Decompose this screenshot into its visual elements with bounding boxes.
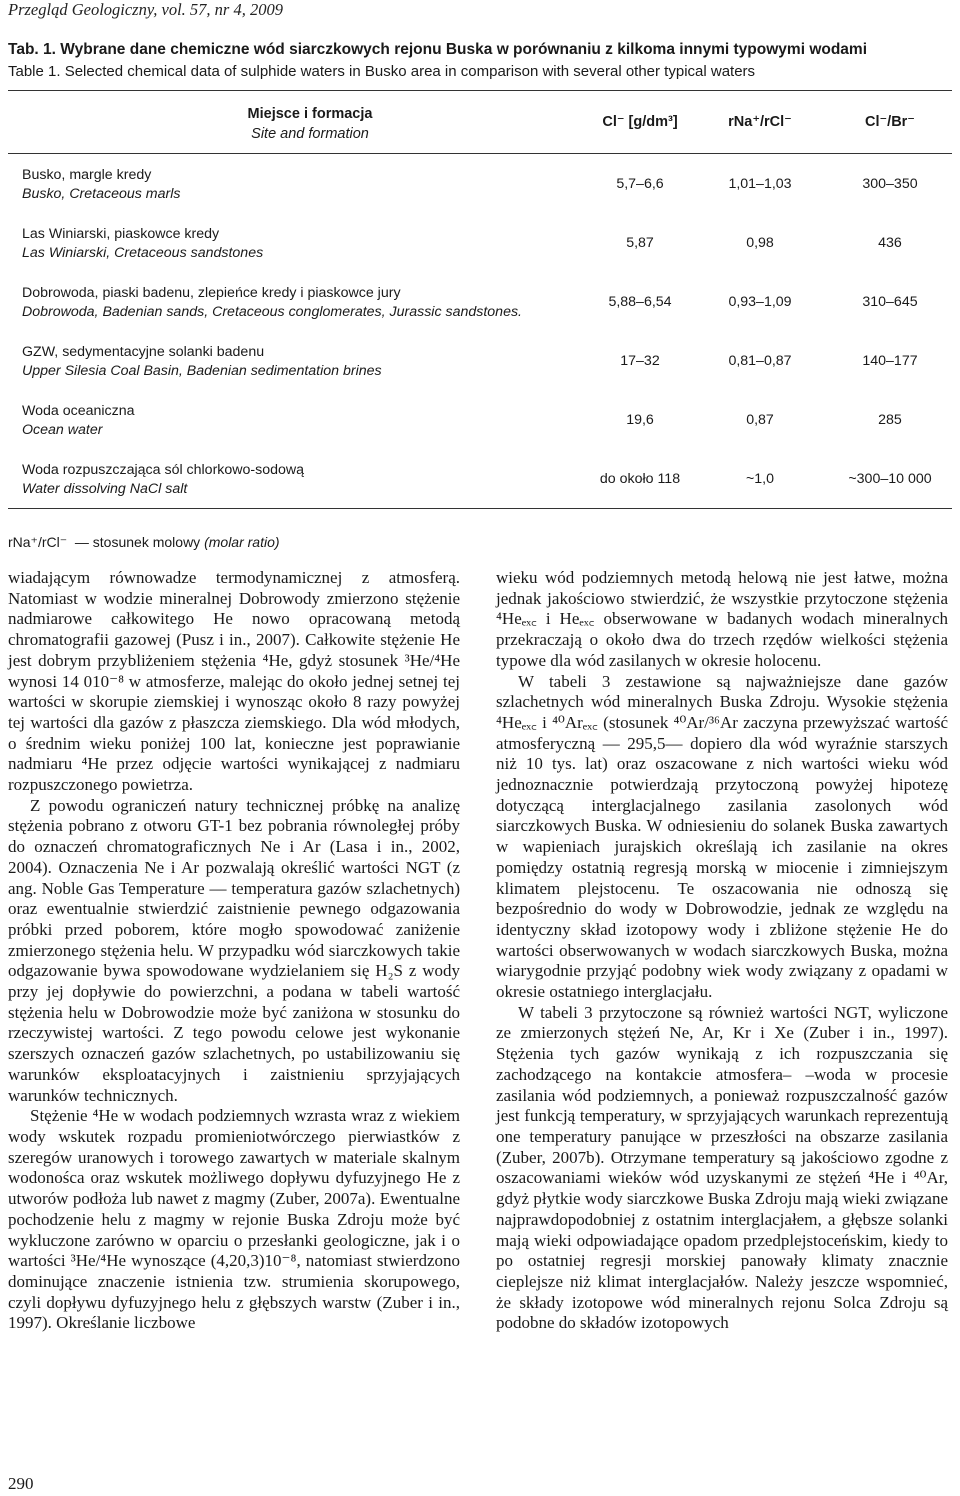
header-site-en: Site and formation (251, 126, 369, 142)
table-row (22, 461, 304, 499)
table-row (22, 284, 522, 322)
footnote-symbol: rNa⁺/rCl⁻ (8, 534, 68, 550)
row-site-en: Upper Silesia Coal Basin, Badenian sedimentation brines (22, 363, 382, 379)
table-bottom-rule (8, 508, 952, 509)
body-column-right (496, 568, 948, 1334)
table-row (22, 343, 382, 381)
cell-cl: 5,87 (626, 235, 654, 251)
cell-ratio: 0,81–0,87 (728, 353, 792, 369)
table-header-rule (8, 153, 952, 154)
paragraph: W tabeli 3 przytoczone są również wartości NGT, wyliczone ze zmierzonych stężeń Ne, Ar, Kr i Xe (Zuber i in., 1997). Stężenia tych gazów wynikają z ich rozpuszczania się zachodzącego na kontakcie atmosfera– –woda w procesie zasilania wód podziemnych, a ponieważ rozpuszczalność gazów jest funkcją temperatury, w sprzyjających warunkach reprezentują one temperatury panujące w przeszłości na obszarze zasilania (Zuber, 2007b). Otrzymane temperatury są jakościowo zgodne z oszacowaniami wieków wód uzyskanymi ze stężeń ⁴He i ⁴⁰Ar, gdyż płytkie wody siarczkowe Buska Zdroju mają wieki związane najprawdopodobniej z ostatnim interglacjałem, a głębsze solanki mają wieki odpowiadające opadom przedplejstoceńskim, kiedy to po ostatniej regresji morskiej panowały klimaty znacznie cieplejsze niż klimat interglacjałów. Należy jeszcze wspomnieć, że składy izotopowe wód mineralnych rejonu Solca Zdroju są podobne do składów izotopowych (496, 1002, 948, 1333)
cell-clbr: ~300–10 000 (848, 471, 932, 487)
table-row (22, 225, 263, 263)
row-site-en: Water dissolving NaCl salt (22, 481, 188, 497)
row-site-pl: GZW, sedymentacyjne solanki badenu (22, 344, 265, 360)
row-site-pl: Woda oceaniczna (22, 403, 135, 419)
cell-cl: 5,7–6,6 (616, 176, 664, 192)
header-site-pl: Miejsce i formacja (247, 106, 373, 122)
paragraph: W tabeli 3 zestawione są najważniejsze dane gazów szlachetnych wód mineralnych Buska Zdroju. Wysokie stężenia ⁴Heₑₓ꜀ i ⁴⁰Arₑₓ꜀ (stosunek ⁴⁰Ar/³⁶Ar zaczyna przewyższać wartość atmosferyczną — 295,5— dopiero dla wód wyraźnie starszych niż 10 tys. lat) oraz oszacowane z nich wartości wieku wód jednoznacznie potwierdzają przytoczoną powyżej hipotezę dotyczącą interglacjalnego zasilania zasolonych wód siarczkowych Buska. W odniesieniu do solanek Buska zawartych w wapieniach jurajskich określają ich zasilanie na okres pomiędzy ostatnią regresją morską w miocenie i zimniejszym klimatem plejstocenu. Te oszacowania nie odnoszą się bezpośrednio do wody w Dobrowodzie, jednak ze względu na identyczny skład izotopowy wody i zbliżone stężenie He do wartości obserwowanych w wodach siarczkowych Buska, można wiarygodnie przyjąć podobny wiek wody związany z opadami w okresie ostatniego interglacjału. (496, 671, 948, 1002)
row-site-en: Las Winiarski, Cretaceous sandstones (22, 245, 264, 261)
paragraph: wieku wód podziemnych metodą helową nie jest łatwe, można jednak jakościowo stwierdzić, że wszystkie przytoczone stężenia ⁴Heₑₓ꜀ i Heₑₓ꜀ obserwowane w badanych wodach mineralnych przekraczają o około dwa do trzech rzędów wielkości stężenia typowe dla wód zasilanych w okresie holocenu. (496, 568, 948, 670)
row-site-en: Dobrowoda, Badenian sands, Cretaceous conglomerates, Jurassic sandstones. (22, 304, 522, 320)
footnote-text: — stosunek molowy (74, 534, 201, 550)
cell-clbr: 310–645 (862, 294, 918, 310)
row-site-pl: Las Winiarski, piaskowce kredy (22, 226, 220, 242)
table-top-rule (8, 90, 952, 91)
header-site (220, 104, 400, 144)
journal-header: Przegląd Geologiczny, vol. 57, nr 4, 2009 (8, 0, 283, 19)
row-site-pl: Woda rozpuszczająca sól chlorkowo-sodową (22, 462, 305, 478)
header-cl-br: Cl⁻/Br⁻ (865, 114, 915, 130)
cell-ratio: 0,93–1,09 (728, 294, 792, 310)
paragraph: Z powodu ograniczeń natury technicznej próbkę na analizę stężenia pobrano z otworu GT-1 bez pobrania równoległej próby do oznaczeń chromatograficznych Ne i Ar (Lasa i in., 2002, 2004). Oznaczenia Ne i Ar pozwalają określić wartości NGT (z ang. Noble Gas Temperature — temperatura gazów szlachetnych) oraz ewentualnie stwierdzić zaistnienie pewnego odgazowania próbki przed poborem, które mogło spowodować zaniżenie zmierzonego stężenia helu. W przypadku wód siarczkowych takie odgazowanie bywa spowodowane wydzielaniem się H₂S z wody przy jej dopływie do powierzchni, a podana w tabeli wartość stężenia helu w Dobrowodzie może być zaniżona w stosunku do rzeczywistej wartości. Z tego powodu celowe jest wykonanie szerszych oznaczeń gazów szlachetnych, po ustabilizowaniu się warunków eksploatacyjnych i zaistnieniu sprzyjających warunków technicznych. (8, 795, 460, 1105)
cell-clbr: 300–350 (862, 176, 918, 192)
header-cl: Cl⁻ [g/dm³] (602, 114, 678, 130)
cell-clbr: 436 (878, 235, 902, 251)
row-site-en: Busko, Cretaceous marls (22, 186, 181, 202)
table-title-en: Table 1. Selected chemical data of sulphide waters in Busko area in comparison with several other typical waters (8, 63, 756, 80)
row-site-en: Ocean water (22, 422, 103, 438)
table-footnote (8, 534, 280, 551)
paragraph: Stężenie ⁴He w wodach podziemnych wzrasta wraz z wiekiem wody wskutek rozpadu promieniotwórczego pierwiastków z szeregów uranowych i torowego zawartych w materiale skalnym wodonośca oraz wskutek możliwego dopływu dyfuzyjnego He z utworów podłoża lub nawet z magmy (Zuber, 2007a). Ewentualne pochodzenie helu z magmy w rejonie Buska Zdroju może być wykluczone zarówno w oparciu o przesłanki geologiczne, jak i o wartości ³He/⁴He wynoszące (4,20,3)10⁻⁸, natomiast stwierdzono dominujące znaczenie istnienia tzw. strumienia skorupowego, czyli dopływu dyfuzyjnego helu z głębszych warstw (Zuber i in., 1997). Określanie liczbowe (8, 1106, 460, 1333)
footnote-en: (molar ratio) (204, 534, 280, 550)
cell-cl: do około 118 (599, 471, 681, 487)
page-number: 290 (8, 1474, 34, 1493)
table-row (22, 402, 135, 440)
row-site-pl: Dobrowoda, piaski badenu, zlepieńce kredy i piaskowce jury (22, 285, 401, 301)
row-site-pl: Busko, margle kredy (22, 167, 152, 183)
cell-clbr: 285 (878, 412, 902, 428)
table-row (22, 166, 181, 204)
cell-ratio: 0,87 (746, 412, 774, 428)
cell-ratio: 1,01–1,03 (728, 176, 792, 192)
cell-clbr: 140–177 (862, 353, 918, 369)
cell-cl: 19,6 (626, 412, 654, 428)
cell-ratio: 0,98 (746, 235, 774, 251)
table-title-pl: Tab. 1. Wybrane dane chemiczne wód siarczkowych rejonu Buska w porównaniu z kilkoma innymi typowymi wodami (8, 41, 868, 58)
header-rna-rcl: rNa⁺/rCl⁻ (728, 114, 792, 130)
paragraph: wiadającym równowadze termodynamicznej z atmosferą. Natomiast w wodzie mineralnej Dobrowody zmierzono stężenie nadmiarowe całkowitego He nowo opracowaną metodą chromatografii gazowej (Pusz i in., 2007). Całkowite stężenie He jest dobrym przybliżeniem stężenia ⁴He, gdyż stosunek ³He/⁴He wynosi 14 010⁻⁸ w atmosferze, malejąc do około jednej setnej tej wartości w skorupie ziemskiej i wynosząc około 8 razy powyżej tej wartości dla gazów z płaszcza ziemskiego. Dla wód młodych, o średnim wieku poniżej 100 lat, konieczne jest poprawianie nadmiaru ⁴He przez odjęcie wartości wynikającej z nadmiaru rozpuszczonego powietrza. (8, 568, 460, 795)
cell-cl: 17–32 (620, 353, 660, 369)
cell-ratio: ~1,0 (745, 471, 774, 487)
body-column-left (8, 568, 460, 1334)
cell-cl: 5,88–6,54 (608, 294, 672, 310)
